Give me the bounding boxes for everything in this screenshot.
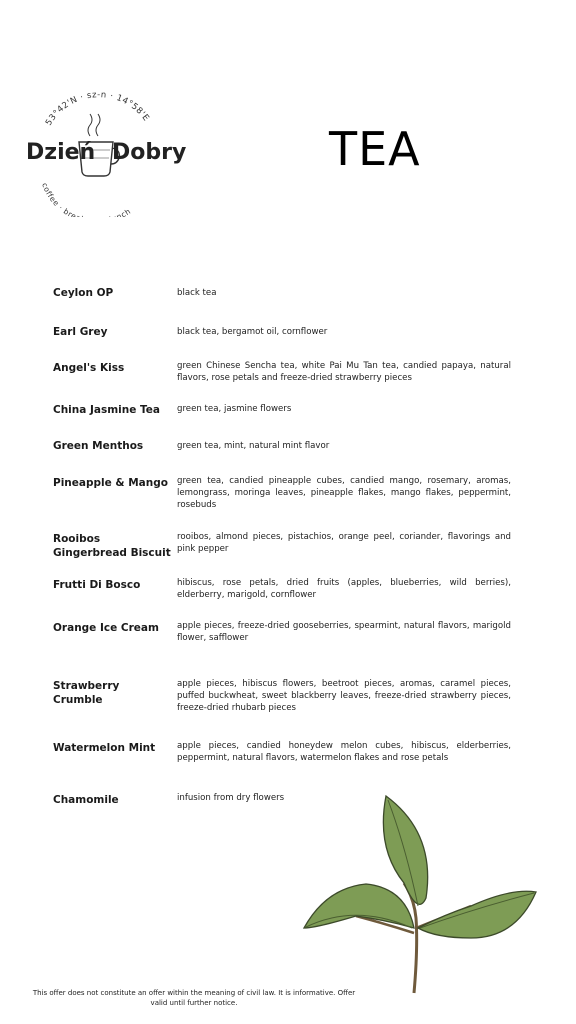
page-title: TEA (329, 122, 421, 176)
logo-word-2: Dobry (112, 140, 187, 165)
item-name: Angel's Kiss (53, 362, 125, 374)
tea-leaves-illustration (296, 788, 546, 998)
item-description: apple pieces, candied honeydew melon cubes, hibiscus, elderberries, peppermint, natural flavors, watermelon flakes and rose petals (177, 741, 511, 763)
item-name: Pineapple & Mango (53, 477, 168, 489)
item-description: apple pieces, hibiscus flowers, beetroot pieces, aromas, caramel pieces, puffed buckwheat, sweet blackberry leaves, freeze-dried strawberry pieces, freeze-dried rhubarb pieces (177, 679, 511, 713)
item-description: black tea, bergamot oil, cornflower (177, 327, 328, 337)
brand-logo (22, 92, 187, 217)
item-description: green Chinese Sencha tea, white Pai Mu Tan tea, candied papaya, natural flavors, rose petals and freeze-dried strawberry pieces (177, 361, 511, 383)
item-name: Chamomile (53, 794, 119, 806)
svg-text:53°42'N · sz-n · 14°58'E (44, 92, 151, 128)
legal-disclaimer: This offer does not constitute an offer within the meaning of civil law. It is informative. Offer valid until further notice. (32, 989, 356, 1007)
item-name: Green Menthos (53, 440, 144, 452)
item-description: apple pieces, freeze-dried gooseberries, spearmint, natural flavors, marigold flower, safflower (177, 621, 511, 643)
item-description: rooibos, almond pieces, pistachios, orange peel, coriander, flavorings and pink pepper (177, 532, 511, 554)
item-name: China Jasmine Tea (53, 404, 161, 416)
item-description: infusion from dry flowers (177, 793, 285, 803)
svg-text:coffee · breakfast · lunch (40, 181, 132, 217)
item-name: Earl Grey (53, 326, 108, 338)
item-name: Rooibos Gingerbread Biscuit (53, 533, 171, 559)
item-name: Frutti Di Bosco (53, 579, 141, 591)
logo-word-1: Dzień (26, 140, 96, 165)
item-description: hibiscus, rose petals, dried fruits (apples, blueberries, wild berries), elderberry, marigold, cornflower (177, 578, 511, 600)
item-description: black tea (177, 288, 217, 298)
item-name: Watermelon Mint (53, 742, 156, 754)
item-name: Strawberry Crumble (53, 680, 120, 706)
logo-tagline: coffee · bre nch (40, 181, 133, 217)
item-description: green tea, jasmine flowers (177, 404, 292, 414)
item-name: Orange Ice Cream (53, 622, 159, 634)
logo-coordinates: 53°42'N · sz-n · 14°58'E (43, 92, 152, 128)
item-description: green tea, mint, natural mint flavor (177, 441, 330, 451)
item-description: green tea, candied pineapple cubes, candied mango, rosemary, aromas, lemongrass, moringa leaves, pineapple flakes, mango flakes, peppermint, rosebuds (177, 476, 511, 510)
item-name: Ceylon OP (53, 287, 114, 299)
